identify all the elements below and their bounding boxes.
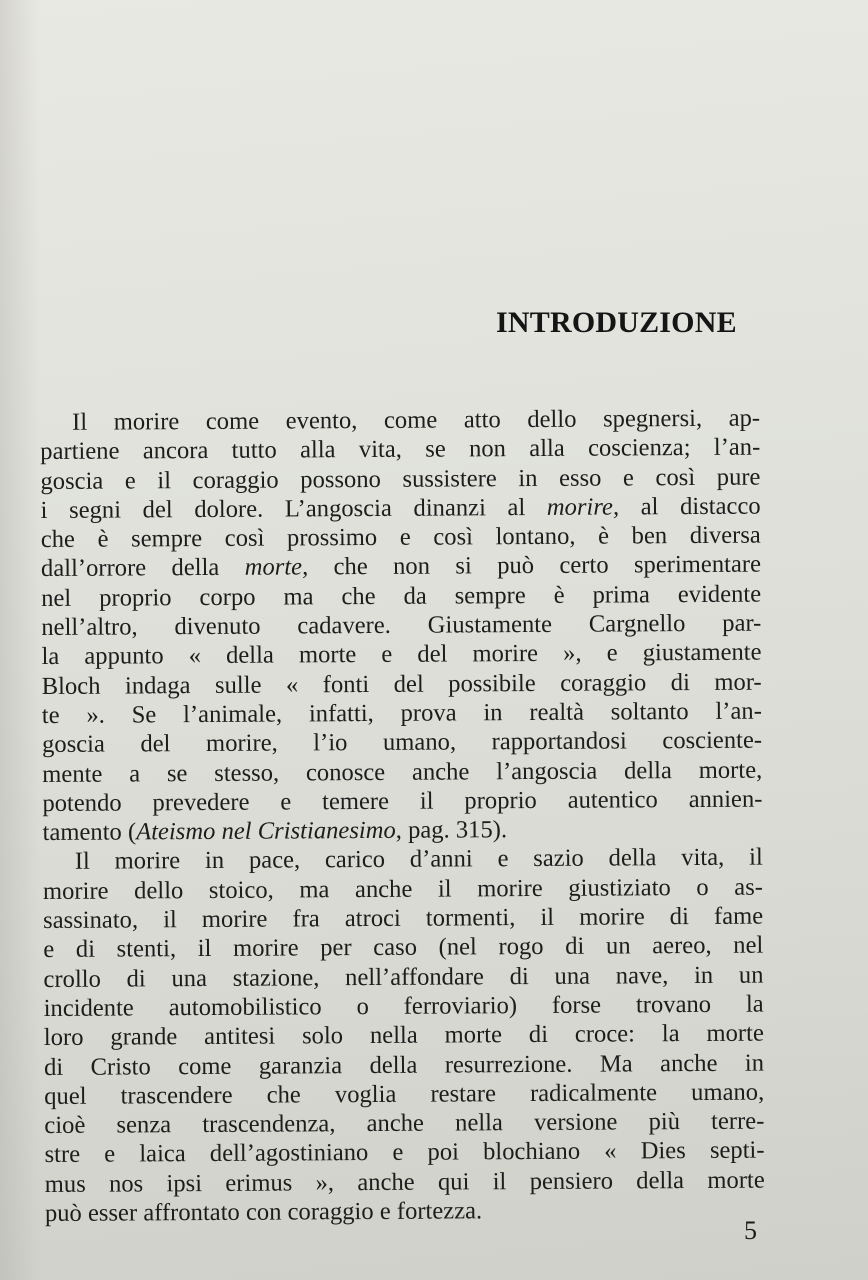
text-line <box>42 784 762 818</box>
text-line <box>44 990 764 1024</box>
text-run: morire dello stoico, ma anche il morire giustiziato o as- <box>42 873 764 905</box>
text-run: potendo prevedere e temere il proprio autentico annien- <box>42 785 763 817</box>
text-line <box>42 697 762 731</box>
text-line <box>44 1048 764 1082</box>
text-line <box>41 638 761 672</box>
text-run: quel trascendere che voglia restare radicalmente umano, <box>44 1078 765 1110</box>
text-run: i segni del dolore. L’angoscia dinanzi al <box>40 493 547 524</box>
chapter-heading: INTRODUZIONE <box>496 306 737 339</box>
text-run: partiene ancora tutto alla vita, se non alla coscienza; l’an- <box>40 433 761 466</box>
paragraph <box>40 404 763 848</box>
text-run: crollo di una stazione, nell’affondare di una nave, in un <box>43 961 764 993</box>
text-run: che non si può certo sperimentare <box>308 551 762 581</box>
text-line <box>43 902 763 936</box>
text-run: Bloch indaga sulle « fonti del possibile coraggio di mor- <box>41 668 762 700</box>
text-line <box>40 462 760 496</box>
text-run: nell’altro, divenuto cadavere. Giustamente Cargnello par- <box>41 609 762 642</box>
text-run: nel proprio corpo ma che da sempre è prima evidente <box>41 580 762 612</box>
text-run: mente a se stesso, conosce anche l’angoscia della morte, <box>42 756 763 788</box>
text-line <box>43 843 763 877</box>
text-line <box>44 1107 764 1141</box>
text-line <box>41 579 761 613</box>
text-run: goscia e il coraggio possono sussistere in esso e così pure <box>40 463 761 495</box>
text-run: la appunto « della morte e del morire », e giustamente <box>41 638 762 671</box>
text-line <box>41 550 761 584</box>
text-line <box>41 491 761 525</box>
text-run: al distacco <box>618 492 761 521</box>
text-run: di Cristo come garanzia della resurrezione. Ma anche in <box>43 1049 765 1081</box>
text-run: tamento ( <box>42 818 137 847</box>
text-line <box>45 1195 765 1229</box>
text-line <box>45 1165 765 1199</box>
text-line <box>43 872 763 906</box>
text-run: mus nos ipsi erimus », anche qui il pensiero della morte <box>44 1166 765 1198</box>
text-line <box>43 814 763 848</box>
text-line <box>42 755 762 789</box>
text-line <box>44 1136 764 1170</box>
text-run: che è sempre così prossimo e così lontano, è ben diversa <box>40 521 761 554</box>
italic-text: Ateismo nel Cristianesimo <box>136 816 396 846</box>
text-line <box>41 521 761 555</box>
text-run: dall’orrore della <box>40 554 245 583</box>
text-run: cioè senza trascendenza, anche nella versione più terre- <box>44 1107 765 1140</box>
text-line <box>44 1077 764 1111</box>
text-line <box>44 1019 764 1053</box>
italic-text: morire, <box>546 493 620 521</box>
text-line <box>42 726 762 760</box>
text-line <box>40 433 760 467</box>
text-run: incidente automobilistico o ferroviario) forse trovano la <box>43 990 764 1022</box>
text-line <box>40 404 760 438</box>
paragraph <box>43 843 765 1228</box>
text-line <box>41 609 761 643</box>
text-run: te ». Se l’animale, infatti, prova in realtà soltanto l’an- <box>41 697 762 729</box>
body-text <box>40 404 765 1229</box>
page-number: 5 <box>744 1216 757 1245</box>
text-run: stre e laica dell’agostiniano e poi blochiano « Dies septi- <box>44 1137 765 1169</box>
text-line <box>42 667 762 701</box>
text-line <box>43 960 763 994</box>
italic-text: morte, <box>244 553 309 582</box>
text-run: e di stenti, il morire per caso (nel rogo di un aereo, nel <box>43 931 764 964</box>
text-run: Il morire come evento, come atto dello spegnersi, ap- <box>72 404 761 436</box>
text-run: loro grande antitesi solo nella morte di croce: la morte <box>43 1019 764 1052</box>
text-run: sassinato, il morire fra atroci tormenti, il morire di fame <box>43 902 764 935</box>
text-run: goscia del morire, l’io umano, rapportandosi cosciente- <box>41 726 763 759</box>
text-line <box>43 931 763 965</box>
text-run: Il morire in pace, carico d’anni e sazio della vita, il <box>74 844 763 876</box>
text-run: , pag. 315). <box>395 816 508 844</box>
page-shadow <box>0 0 40 1280</box>
text-run: può esser affrontato con coraggio e fortezza. <box>44 1197 483 1228</box>
